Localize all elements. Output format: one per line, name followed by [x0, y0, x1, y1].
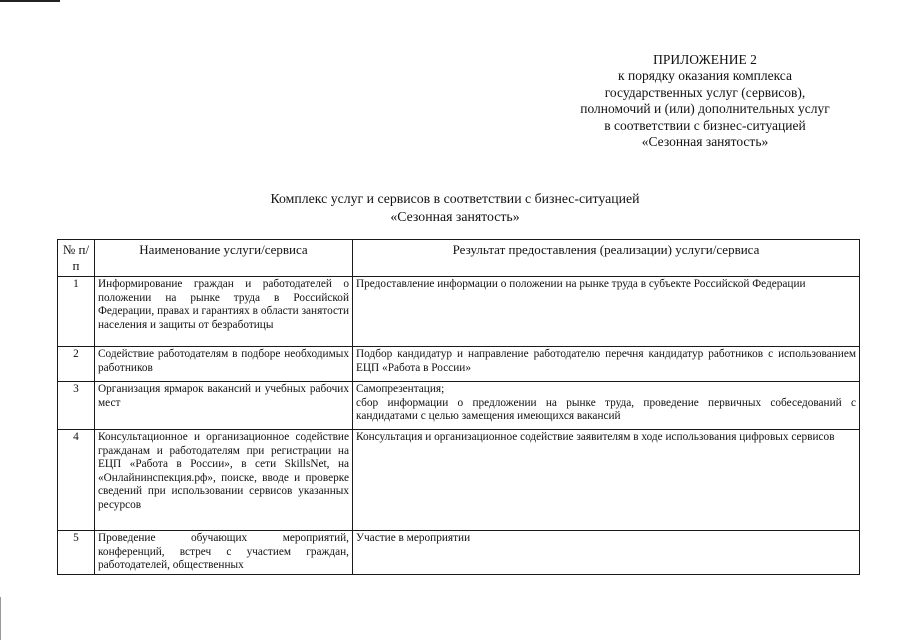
- row-name: Проведение обучающих мероприятий, конференций, встреч с участием граждан, работодателей, общественных: [95, 531, 353, 575]
- row-num: 1: [58, 277, 95, 347]
- row-result-line: Участие в мероприятии: [356, 532, 471, 544]
- row-num: 2: [58, 347, 95, 382]
- row-result-line: Консультация и организационное содействие заявителям в ходе использования цифровых сервисов: [356, 431, 835, 443]
- header-result: Результат предоставления (реализации) услуги/сервиса: [353, 240, 860, 277]
- row-result-line: сбор информации о предложении на рынке труда, проведение первичных собеседований с кандидатами с целью замещения имеющихся вакансий: [356, 396, 856, 423]
- appendix-line: «Сезонная занятость»: [641, 134, 769, 150]
- document-title: [180, 190, 730, 225]
- table-row: [58, 277, 860, 347]
- row-name: Консультационное и организационное содействие гражданам и работодателям при регистрации на ЕЦП «Работа в России», в сети SkillsNet, на «Онлайнинспекция.рф», поиске, вводе и проверке сведений при использовании сервисов указанных ресурсов: [95, 430, 353, 531]
- row-num: 3: [58, 382, 95, 430]
- row-result-line: Самопрезентация;: [356, 383, 445, 395]
- row-name: Информирование граждан и работодателей о положении на рынке труда в Российской Федерации, правах и гарантиях в области занятости населения и защиты от безработицы: [95, 277, 353, 347]
- appendix-header: [555, 52, 855, 150]
- row-name: Содействие работодателям в подборе необходимых работников: [95, 347, 353, 382]
- table-row: [58, 531, 860, 575]
- row-name: Организация ярмарок вакансий и учебных рабочих мест: [95, 382, 353, 430]
- services-table: [57, 239, 860, 575]
- row-result: [353, 277, 860, 347]
- row-result-line: Предоставление информации о положении на рынке труда в субъекте Российской Федерации: [356, 278, 806, 290]
- document-title-line2: «Сезонная занятость»: [390, 208, 520, 224]
- header-num: № п/п: [58, 240, 95, 277]
- row-num: 5: [58, 531, 95, 575]
- row-result: [353, 531, 860, 575]
- scan-corner-mark: [0, 0, 60, 2]
- row-result-line: Подбор кандидатур и направление работодателю перечня кандидатур работников с использованием ЕЦП «Работа в России»: [356, 348, 856, 374]
- table-row: [58, 430, 860, 531]
- appendix-line: государственных услуг (сервисов),: [604, 84, 806, 100]
- row-result: [353, 382, 860, 430]
- header-name: Наименование услуги/сервиса: [95, 240, 353, 277]
- appendix-title: ПРИЛОЖЕНИЕ 2: [653, 52, 757, 67]
- row-num: 4: [58, 430, 95, 531]
- appendix-line: полномочий и (или) дополнительных услуг: [580, 101, 830, 117]
- table-header-row: [58, 240, 860, 277]
- row-result: [353, 347, 860, 382]
- table-row: [58, 382, 860, 430]
- document-title-line1: Комплекс услуг и сервисов в соответствии с бизнес-ситуацией: [270, 191, 640, 206]
- appendix-line: к порядку оказания комплекса: [618, 68, 792, 84]
- scan-edge-line: [0, 597, 1, 640]
- table-row: [58, 347, 860, 382]
- row-result: [353, 430, 860, 531]
- appendix-line: в соответствии с бизнес-ситуацией: [604, 117, 806, 133]
